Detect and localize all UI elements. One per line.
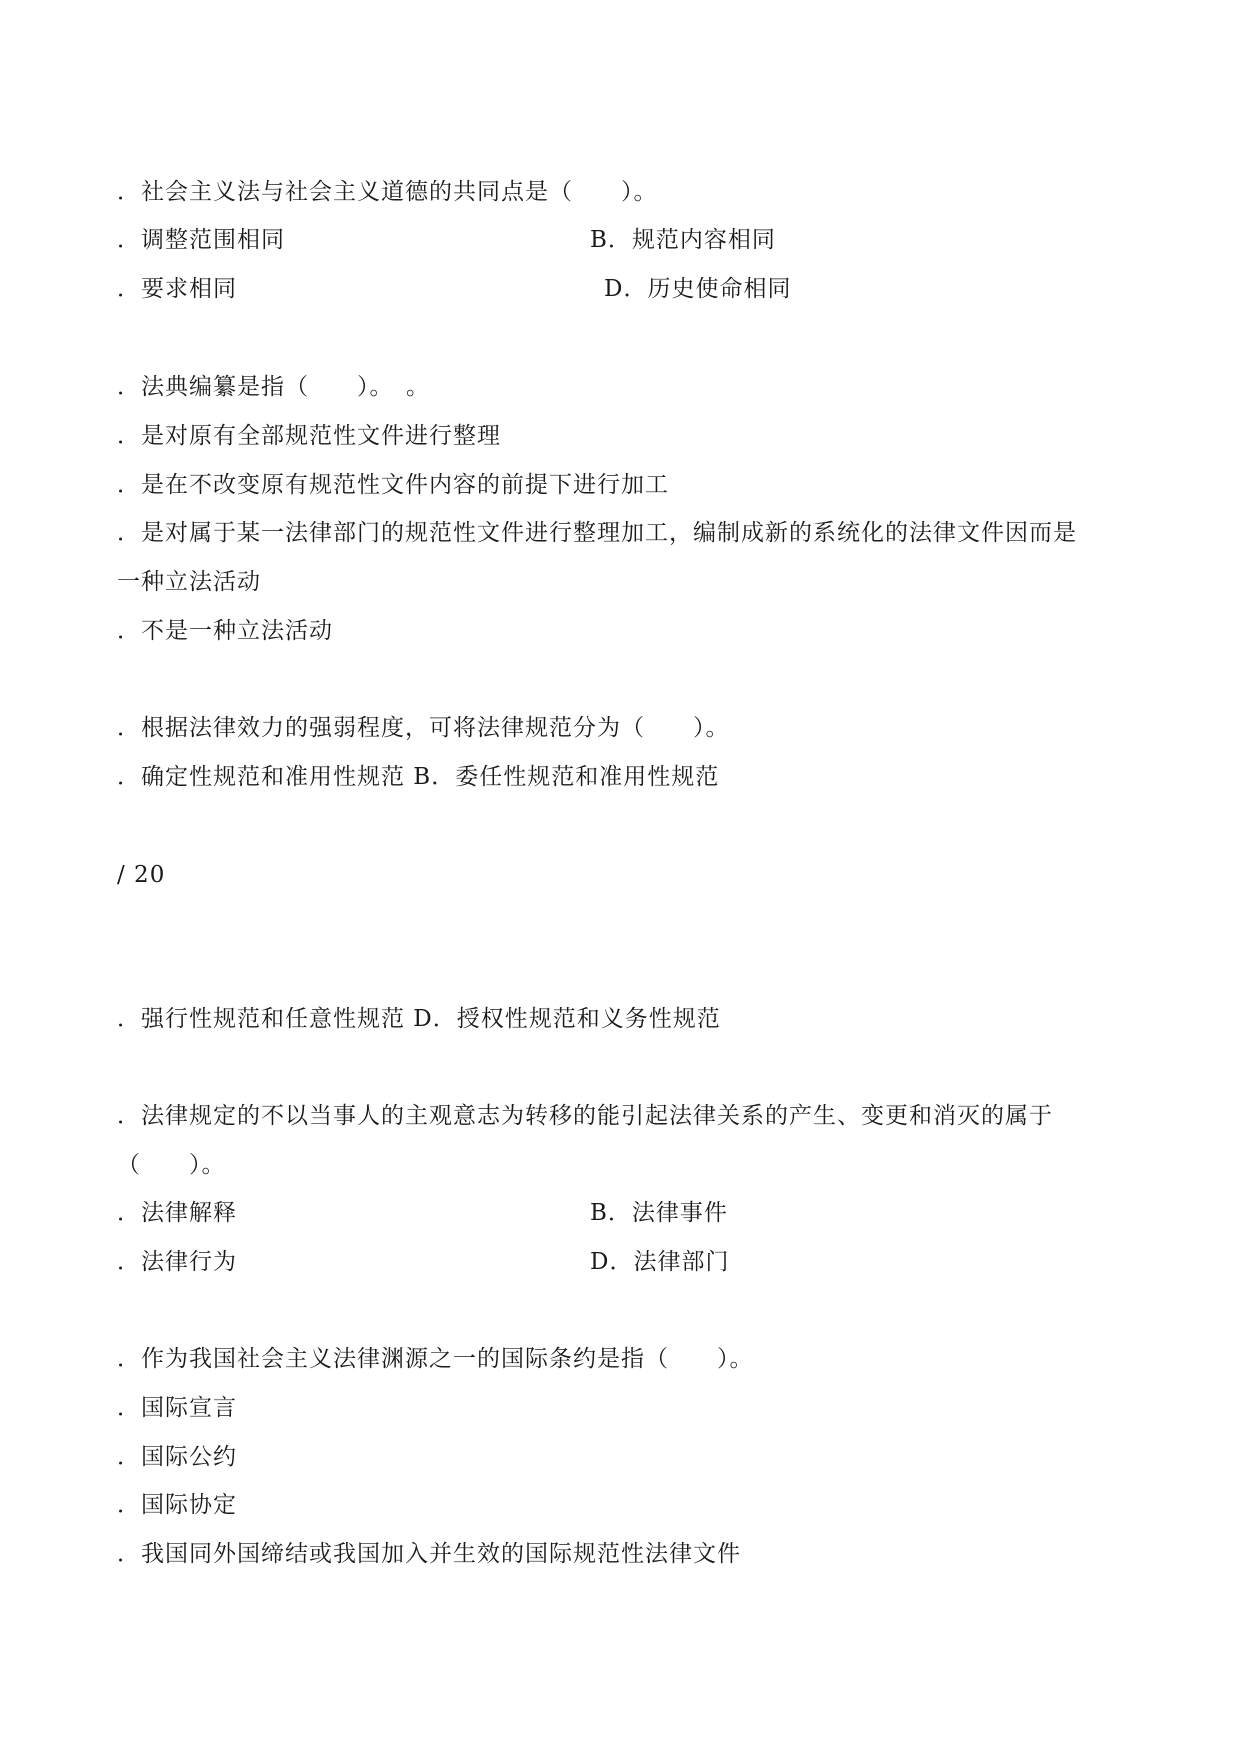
- question-4-stem: ．法律规定的不以当事人的主观意志为转移的能引起法律关系的产生、变更和消灭的属于: [117, 1103, 1053, 1129]
- question-5-stem: ．作为我国社会主义法律渊源之一的国际条约是指（ ）。: [117, 1346, 754, 1372]
- question-5-option-d: ．我国同外国缔结或我国加入并生效的国际规范性法律文件: [117, 1541, 741, 1567]
- question-1-stem: ．社会主义法与社会主义道德的共同点是（ ）。: [117, 179, 658, 205]
- question-4-option-c: ．法律行为: [117, 1249, 237, 1275]
- question-1-option-c: ．要求相同: [117, 276, 237, 302]
- question-1-option-d: D．历史使命相同: [604, 276, 792, 302]
- question-2-option-b: ．是在不改变原有规范性文件内容的前提下进行加工: [117, 472, 669, 498]
- question-3-options-cd: ．强行性规范和任意性规范 D．授权性规范和义务性规范: [117, 1006, 721, 1032]
- question-2-stem: ．法典编纂是指（ ）。 。: [117, 374, 430, 400]
- question-4-stem-continued: （ ）。: [117, 1152, 226, 1178]
- question-4-option-b: B．法律事件: [590, 1200, 728, 1226]
- question-4-option-d: D．法律部门: [590, 1249, 730, 1275]
- page-number: / 20: [117, 862, 166, 888]
- question-2-option-d: ．不是一种立法活动: [117, 618, 333, 644]
- question-5-option-b: ．国际公约: [117, 1444, 237, 1470]
- question-3-options-ab: ．确定性规范和准用性规范 B．委任性规范和准用性规范: [117, 764, 720, 790]
- question-2-option-a: ．是对原有全部规范性文件进行整理: [117, 423, 501, 449]
- question-5-option-c: ．国际协定: [117, 1492, 237, 1518]
- question-5-option-a: ．国际宣言: [117, 1395, 237, 1421]
- question-1-option-b: B．规范内容相同: [590, 227, 776, 253]
- question-2-option-c: ．是对属于某一法律部门的规范性文件进行整理加工，编制成新的系统化的法律文件因而是: [117, 520, 1077, 546]
- question-2-option-c-continued: 一种立法活动: [117, 569, 261, 595]
- question-1-option-a: ．调整范围相同: [117, 227, 285, 253]
- question-3-stem: ．根据法律效力的强弱程度，可将法律规范分为（ ）。: [117, 715, 730, 741]
- question-4-option-a: ．法律解释: [117, 1200, 237, 1226]
